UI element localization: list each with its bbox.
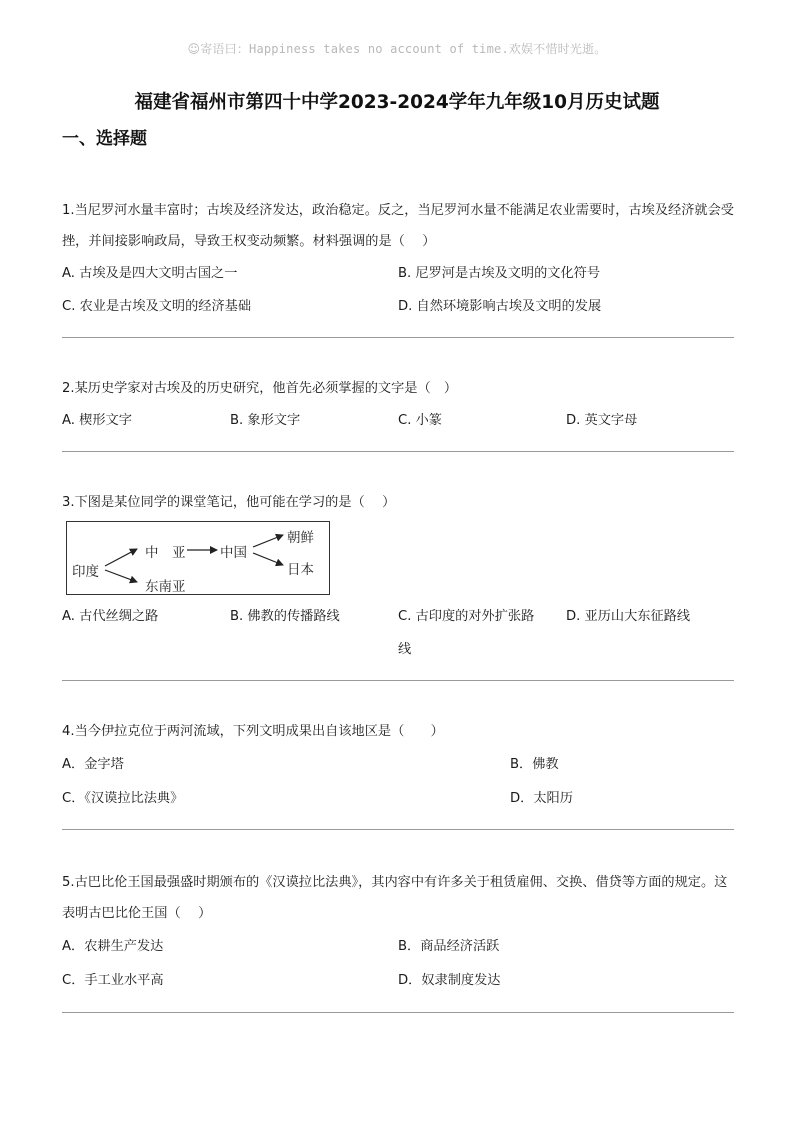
option-c[interactable]: C. 小篆 <box>398 413 442 428</box>
label-japan: 日本 <box>287 562 314 578</box>
option-a[interactable]: A．农耕生产发达 <box>62 939 164 954</box>
option-d[interactable]: D．太阳历 <box>510 791 573 806</box>
question-1 <box>62 195 734 257</box>
question-stem: 1.当尼罗河水量丰富时；古埃及经济发达，政治稳定。反之，当尼罗河水量不能满足农业需要时，古埃及经济就会受挫，并间接影响政局，导致王权变动频繁。材料强调的是（ ） <box>62 203 734 249</box>
divider <box>62 829 734 830</box>
option-d[interactable]: D. 亚历山大东征路线 <box>566 609 691 624</box>
arrow-india-central-asia <box>105 549 137 566</box>
option-b[interactable]: B. 象形文字 <box>230 413 301 428</box>
question-stem: 5.古巴比伦王国最强盛时期颁布的《汉谟拉比法典》，其内容中有许多关于租赁雇佣、交换、借贷等方面的规定。这表明古巴比伦王国（ ） <box>62 875 728 921</box>
smiley-icon: ☺ <box>187 42 201 56</box>
divider <box>62 451 734 452</box>
label-korea: 朝鲜 <box>287 530 314 546</box>
question-2 <box>62 373 734 404</box>
option-c[interactable]: C. 农业是古埃及文明的经济基础 <box>62 299 252 314</box>
arrow-china-korea <box>253 535 283 547</box>
option-a[interactable]: A. 楔形文字 <box>62 413 132 428</box>
option-a[interactable]: A. 古代丝绸之路 <box>62 609 159 624</box>
page-title: 福建省福州市第四十中学2023-2024学年九年级10月历史试题 <box>134 92 660 113</box>
question-stem: 2.某历史学家对古埃及的历史研究，他首先必须掌握的文字是（ ） <box>62 381 458 396</box>
option-c[interactable]: C．手工业水平高 <box>62 973 164 988</box>
label-southeast-asia: 东南亚 <box>145 579 186 595</box>
divider <box>62 1012 734 1013</box>
label-central-asia: 中 亚 <box>145 545 186 561</box>
option-d[interactable]: D. 英文字母 <box>566 413 638 428</box>
option-b[interactable]: B. 尼罗河是古埃及文明的文化符号 <box>398 266 601 281</box>
question-stem: 3.下图是某位同学的课堂笔记，他可能在学习的是（ ） <box>62 495 396 510</box>
option-a[interactable]: A．金字塔 <box>62 757 124 772</box>
question-stem: 4.当今伊拉克位于两河流域，下列文明成果出自该地区是（ ） <box>62 724 444 739</box>
question-4 <box>62 716 734 747</box>
option-c[interactable]: C．《汉谟拉比法典》 <box>62 791 184 806</box>
option-b[interactable]: B．商品经济活跃 <box>398 939 500 954</box>
label-china: 中国 <box>220 545 247 561</box>
watermark <box>0 40 794 57</box>
arrow-china-japan <box>253 553 283 565</box>
arrow-india-southeast-asia <box>105 570 137 582</box>
divider <box>62 337 734 338</box>
option-a[interactable]: A. 古埃及是四大文明古国之一 <box>62 266 238 281</box>
option-c[interactable]: C. 古印度的对外扩张路线 <box>398 609 535 657</box>
spread-route-diagram <box>66 521 330 595</box>
label-india: 印度 <box>72 564 99 580</box>
option-d[interactable]: D．奴隶制度发达 <box>398 973 501 988</box>
option-b[interactable]: B．佛教 <box>510 757 559 772</box>
divider <box>62 680 734 681</box>
question-3 <box>62 487 734 518</box>
option-b[interactable]: B. 佛教的传播路线 <box>230 609 340 624</box>
option-d[interactable]: D. 自然环境影响古埃及文明的发展 <box>398 299 602 314</box>
question-5 <box>62 867 734 929</box>
section-title: 一、选择题 <box>62 129 147 149</box>
watermark-text: 寄语曰：Happiness takes no account of time.欢娱不惜时光逝。 <box>200 42 607 56</box>
